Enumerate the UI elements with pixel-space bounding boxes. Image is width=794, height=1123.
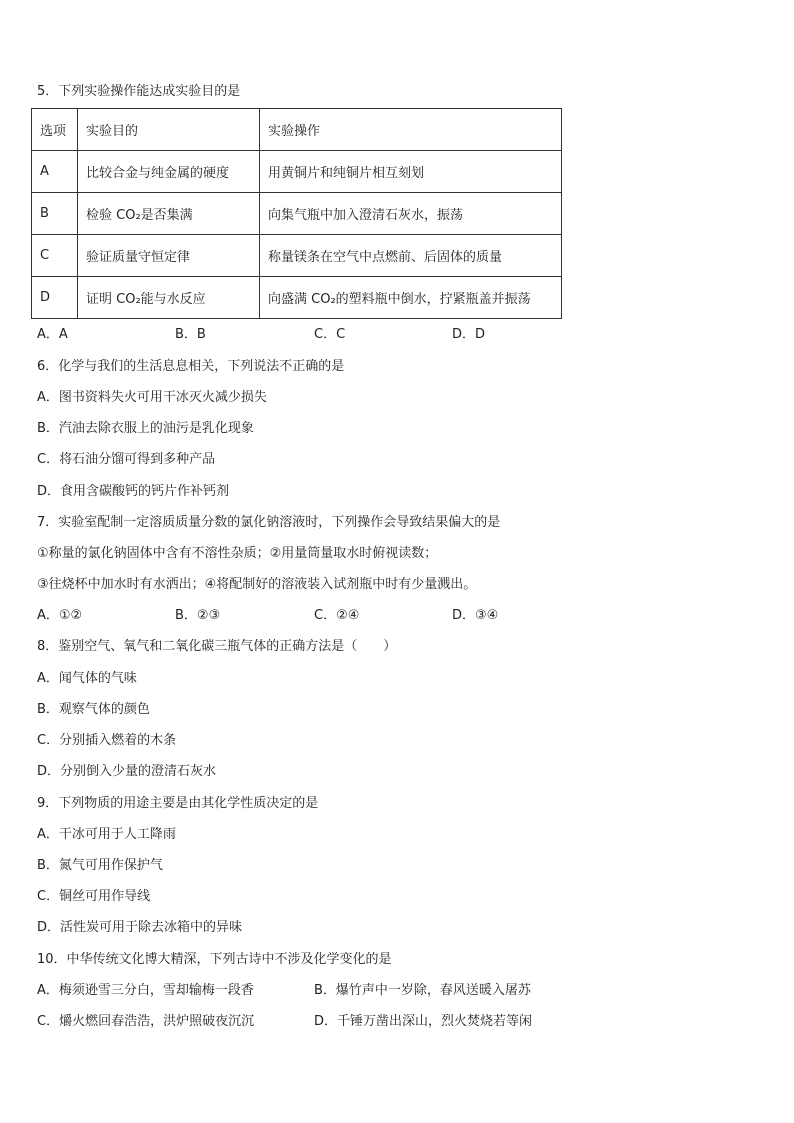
q5-option-d[interactable]: D．D bbox=[452, 327, 486, 342]
table-header-row bbox=[32, 109, 562, 151]
q6-option-d[interactable]: D．食用含碳酸钙的钙片作补钙剂 bbox=[37, 484, 230, 499]
q8-option-b[interactable]: B．观察气体的颜色 bbox=[37, 702, 150, 717]
q10-option-d[interactable]: D．千锤万凿出深山，烈火焚烧若等闲 bbox=[314, 1014, 533, 1029]
q5-option-b[interactable]: B．B bbox=[175, 327, 206, 342]
q7-statement-line-2: ③往烧杯中加水时有水洒出；④将配制好的溶液装入试剂瓶中时有少量溅出。 bbox=[37, 577, 477, 592]
table-cell: A bbox=[32, 151, 78, 193]
table-cell: B bbox=[32, 193, 78, 235]
q7-option-b[interactable]: B．②③ bbox=[175, 608, 221, 623]
q6-option-a[interactable]: A．图书资料失火可用干冰灭火减少损失 bbox=[37, 390, 267, 405]
q9-option-a[interactable]: A．干冰可用于人工降雨 bbox=[37, 827, 176, 842]
header-purpose: 实验目的 bbox=[78, 109, 260, 151]
q8-stem: 8．鉴别空气、氧气和二氧化碳三瓶气体的正确方法是（ ） bbox=[37, 639, 397, 654]
q10-stem: 10．中华传统文化博大精深，下列古诗中不涉及化学变化的是 bbox=[37, 952, 392, 967]
q10-option-a[interactable]: A．梅须逊雪三分白，雪却输梅一段香 bbox=[37, 983, 254, 998]
q5-option-a[interactable]: A．A bbox=[37, 327, 68, 342]
table-cell: 称量镁条在空气中点燃前、后固体的质量 bbox=[260, 235, 562, 277]
q7-statement-line-1: ①称量的氯化钠固体中含有不溶性杂质；②用量筒量取水时俯视读数； bbox=[37, 546, 438, 561]
q6-option-b[interactable]: B．汽油去除衣服上的油污是乳化现象 bbox=[37, 421, 254, 436]
q7-option-a[interactable]: A．①② bbox=[37, 608, 83, 623]
q9-option-d[interactable]: D．活性炭可用于除去冰箱中的异味 bbox=[37, 920, 243, 935]
q7-option-c[interactable]: C．②④ bbox=[314, 608, 360, 623]
q6-stem: 6．化学与我们的生活息息相关，下列说法不正确的是 bbox=[37, 359, 345, 374]
table-cell: 证明 CO₂能与水反应 bbox=[78, 277, 260, 319]
table-row bbox=[32, 193, 562, 235]
q7-stem: 7．实验室配制一定溶质质量分数的氯化钠溶液时，下列操作会导致结果偏大的是 bbox=[37, 515, 501, 530]
q10-option-c[interactable]: C．爝火燃回春浩浩，洪炉照破夜沉沉 bbox=[37, 1014, 255, 1029]
table-cell: C bbox=[32, 235, 78, 277]
table-cell: 向盛满 CO₂的塑料瓶中倒水，拧紧瓶盖并振荡 bbox=[260, 277, 562, 319]
header-option: 选项 bbox=[32, 109, 78, 151]
q9-option-b[interactable]: B．氮气可用作保护气 bbox=[37, 858, 163, 873]
q8-option-c[interactable]: C．分别插入燃着的木条 bbox=[37, 733, 177, 748]
table-cell: 验证质量守恒定律 bbox=[78, 235, 260, 277]
table-cell: 向集气瓶中加入澄清石灰水，振荡 bbox=[260, 193, 562, 235]
q5-option-c[interactable]: C．C bbox=[314, 327, 346, 342]
q9-option-c[interactable]: C．铜丝可用作导线 bbox=[37, 889, 151, 904]
q6-option-c[interactable]: C．将石油分馏可得到多种产品 bbox=[37, 452, 216, 467]
table-cell: 比较合金与纯金属的硬度 bbox=[78, 151, 260, 193]
q9-stem: 9．下列物质的用途主要是由其化学性质决定的是 bbox=[37, 796, 319, 811]
q5-table bbox=[31, 108, 562, 319]
q7-option-d[interactable]: D．③④ bbox=[452, 608, 499, 623]
q5-stem: 5．下列实验操作能达成实验目的是 bbox=[37, 84, 241, 99]
table-cell: D bbox=[32, 277, 78, 319]
table-row bbox=[32, 235, 562, 277]
header-operation: 实验操作 bbox=[260, 109, 562, 151]
table-cell: 用黄铜片和纯铜片相互刻划 bbox=[260, 151, 562, 193]
q8-option-a[interactable]: A．闻气体的气味 bbox=[37, 671, 137, 686]
table-cell: 检验 CO₂是否集满 bbox=[78, 193, 260, 235]
table-row bbox=[32, 151, 562, 193]
q10-option-b[interactable]: B．爆竹声中一岁除，春风送暖入屠苏 bbox=[314, 983, 531, 998]
q8-option-d[interactable]: D．分别倒入少量的澄清石灰水 bbox=[37, 764, 217, 779]
table-row bbox=[32, 277, 562, 319]
